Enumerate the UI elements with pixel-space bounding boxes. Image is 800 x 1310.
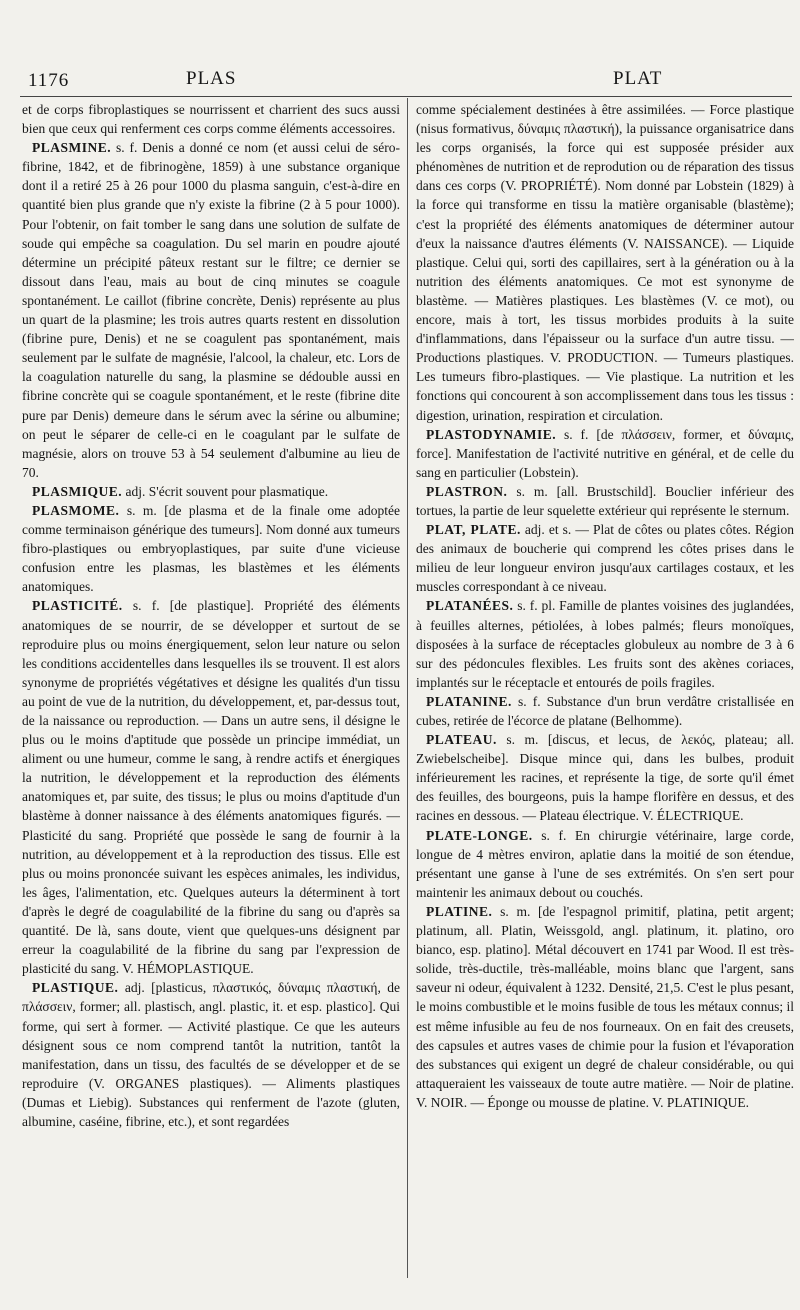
entry-text: s. f. En chirurgie vétérinaire, large corde, longue de 4 mètres environ, aplatie dans la moitié de son étendue, présentant une ganse à l'une de ses extrémités. On s'en sert pour maintenir les animaux debout ou couchés. bbox=[416, 827, 794, 900]
entry-continuation bbox=[416, 100, 794, 425]
entry-plasticite bbox=[22, 596, 400, 978]
headword: PLASTRON. bbox=[426, 483, 508, 499]
entry-text: s. f. [de plastique]. Propriété des éléments anatomiques de se nourrir, de se développer et surtout de se reproduire plus ou moins énergiquement, selon leur nature ou selon les conditions accidentelles dans lesquelles ils se trouvent. Il est alors synonyme de propriétés végétatives et désigne les qualités d'un tissu au point de vue de la nutrition, du développement, et, par-dessus tout, de la naissance ou reproduction. — Dans un autre sens, il désigne le plus ou le moins d'aptitude que possède un principe immédiat, un aliment ou une humeur, comme le sang, à rendre actifs et énergiques la nutrition, le développement et la reproduction des éléments anatomiques et, par suite, des tissus; le plus ou moins d'aptitude d'un blastème à donner naissance à des éléments anatomiques figurés. — Plasticité du sang. Propriété que possède le sang de fournir à la nutrition, au développement et à la reproduction des tissus. Elle est plus ou moins prononcée suivant les espèces animales, les individus, les âges, l'alimentation, etc. Quelques auteurs la déterminent à tort d'après le degré de coagulabilité de la fibrine du sang ou d'après sa quantité. De là, sans doute, vient que quelques-uns désignent par erreur la coagulabilité de la fibrine du sang par l'expression de plasticité du sang. V. HÉMOPLASTIQUE. bbox=[22, 598, 400, 977]
entry-plasmome bbox=[22, 501, 400, 596]
entry-plasmine bbox=[22, 138, 400, 482]
entry-text: s. m. [de l'espagnol primitif, platina, petit argent; platinum, all. Platin, Weissgold, angl. platinum, it. platino, oro bianco, esp. platino]. Métal découvert en 1741 par Wood. Il est très-solide, très-ductile, très-malléable, moins blanc que l'argent, sans saveur ni odeur, équivalent à 1232. Densité, 21,5. C'est le plus pesant, le moins combustible et le moins fusible de tous les métaux connus; il est même infusible au feu de nos fourneaux. On en fait des creusets, des capsules et autres vases de chimie pour la fusion et l'évaporation des substances qui exigent un degré de chaleur considérable, ou qui attaqueraient les vaisseaux de toute autre matière. — Noir de platine. V. NOIR. — Éponge ou mousse de platine. V. PLATINIQUE. bbox=[416, 903, 794, 1110]
header-rule bbox=[20, 96, 792, 97]
page-number: 1176 bbox=[28, 70, 70, 91]
headword: PLASTICITÉ. bbox=[32, 598, 123, 614]
entry-text: adj. et s. — Plat de côtes ou plates côtes. Région des animaux de boucherie qui comprend les côtes prises dans le milieu de leur longueur environ jusqu'aux cartilages costaux, et les muscles correspondant à ce niveau. bbox=[416, 522, 794, 595]
entry-text: s. m. [discus, et lecus, de λεκός, plateau; all. Zwiebelscheibe]. Disque mince qui, dans les bulbes, produit inférieurement les racines, et représente la tige, de sorte qu'il émet des feuilles, des bourgeons, puis la hampe florifère en dessus, et des racines en dessous. — Plateau électrique. V. ÉLECTRIQUE. bbox=[416, 732, 794, 824]
left-column bbox=[22, 100, 400, 1288]
entry-platine bbox=[416, 902, 794, 1112]
entry-text: adj. [plasticus, πλαστικός, δύναμις πλαστική, de πλάσσειν, former; all. plastisch, angl. plastic, it. et esp. plastico]. Qui forme, qui sert à former. — Activité plastique. Ce que les auteurs désignent sous ce nom comprend tantôt la nutrition, tantôt la manifestation, dans un tissu, des facultés de se développer et de se reproduire (V. ORGANES plastiques). — Aliments plastiques (Dumas et Liebig). Substances qui renferment de l'azote (gluten, albumine, caséine, fibrine, etc.), et sont regardées bbox=[22, 980, 400, 1129]
headword: PLASMIQUE. bbox=[32, 483, 123, 499]
entry-text: s. m. [de plasma et de la finale ome adoptée comme terminaison générique des tumeurs]. Nom donné aux tumeurs fibro-plastiques ou embryoplastiques, par suite d'une vicieuse confusion entre les plasmas, les blastèmes et les éléments anatomiques. bbox=[22, 502, 400, 595]
entry-text: et de corps fibroplastiques se nourrissent et charrient des sucs aussi bien que ceux qui renferment ces corps comme éléments accessoires. bbox=[22, 102, 400, 137]
entry-plastron bbox=[416, 482, 794, 520]
headword: PLATEAU. bbox=[426, 732, 497, 748]
headword: PLASTODYNAMIE. bbox=[426, 426, 557, 442]
headword: PLASMOME. bbox=[32, 502, 120, 518]
entry-text: comme spécialement destinées à être assimilées. — Force plastique (nisus formativus, δύναμις πλαστική), la puissance organisatrice dans les corps organisés, la force qui est supposée présider aux phénomènes de nutrition et de reprodution ou de réparation des tissus dans ces corps (V. PROPRIÉTÉ). Nom donné par Lobstein (1829) à la force qui transforme en tissu la matière organisable (blastème); c'est la propriété des éléments anatomiques de déterminer autour d'eux la naissance d'autres éléments (V. NAISSANCE). — Liquide plastique. Celui qui, sorti des capillaires, sert à la génération ou à la nutrition des éléments anatomiques. Ce mot est synonyme de blastème. — Matières plastiques. Les blastèmes (V. ce mot), ou encore, mais à tort, les tissus morbides produits à la suite d'inflammations, dans l'épaisseur ou la surface d'un autre tissu. — Productions plastiques. V. PRODUCTION. — Tumeurs plastiques. Les tumeurs fibro-plastiques. — Vie plastique. La nutrition et les fonctions qui concourent à son accomplissement dans tous les tissus : digestion, urination, respiration et circulation. bbox=[416, 102, 794, 423]
column-divider bbox=[407, 98, 408, 1278]
entry-plat bbox=[416, 520, 794, 596]
headword: PLATANINE. bbox=[426, 693, 512, 709]
headword: PLATE-LONGE. bbox=[426, 827, 533, 843]
headword: PLAT, PLATE. bbox=[426, 522, 521, 538]
headword: PLASMINE. bbox=[32, 140, 112, 156]
headword: PLASTIQUE. bbox=[32, 980, 119, 996]
entry-continuation bbox=[22, 100, 400, 138]
running-header bbox=[28, 62, 788, 96]
entry-platanees bbox=[416, 596, 794, 691]
entry-text: adj. S'écrit souvent pour plasmatique. bbox=[125, 483, 329, 499]
entry-plastodynamie bbox=[416, 425, 794, 482]
entry-plasmique bbox=[22, 482, 400, 501]
left-running-head: PLAS bbox=[186, 68, 237, 89]
headword: PLATANÉES. bbox=[426, 598, 514, 614]
entry-plateau bbox=[416, 730, 794, 825]
entry-text: s. f. Denis a donné ce nom (et aussi celui de séro-fibrine, 1842, et de fibrinogène, 1859) à une substance organique dont il a retiré 25 à 26 pour 1000 du plasma sanguin, c'est-à-dire en quantité bien plus grande que n'y existe la fibrine (2 à 5 pour 1000). Pour l'obtenir, on fait tomber le sang dans une solution de sulfate de soude qui empêche sa coagulation. Du sel marin en poudre ajouté détermine un précipité pâteux restant sur le filtre; ce dernier se dissout dans l'eau, mais au bout de cinq minutes se coagule spontanément. Le caillot (fibrine concrète, Denis) représente au plus un quart de la plasmine; les trois autres quarts restent en dissolution (fibrine pure, Denis) et ne se coagulent pas spontanément, mais seulement par le sulfate de magnésie, l'alcool, la chaleur, etc. Lors de la coagulation naturelle du sang, la plasmine se dédouble aussi en fibrine concrète qui se coagule spontanément, et le reste (fibrine dite pure par Denis) demeure dans le sérum avec la sérine ou albumine; on peut le séparer de celle-ci en le coagulant par le sulfate de magnésie, alors on trouve 53 à 54 seulement d'albumine au lieu de 70. bbox=[22, 140, 400, 480]
entry-text: s. f. Substance d'un brun verdâtre cristallisée en cubes, retirée de l'écorce de platane (Belhomme). bbox=[416, 693, 794, 728]
entry-plate-longe bbox=[416, 826, 794, 902]
right-running-head: PLAT bbox=[613, 68, 663, 89]
entry-platanine bbox=[416, 692, 794, 730]
entry-text: s. f. [de πλάσσειν, former, et δύναμις, force]. Manifestation de l'activité nutritive en général, et de celle du sang en particulier (Lobstein). bbox=[416, 426, 794, 480]
right-column bbox=[416, 100, 794, 1288]
entry-text: s. m. [all. Brustschild]. Bouclier inférieur des tortues, la partie de leur squelette extérieur qui représente le sternum. bbox=[416, 483, 794, 518]
entry-plastique bbox=[22, 978, 400, 1131]
headword: PLATINE. bbox=[426, 903, 493, 919]
entry-text: s. f. pl. Famille de plantes voisines des juglandées, à feuilles alternes, pétiolées, à lobes palmés; fleurs monoïques, disposées à la surface de réceptacles globuleux au nombre de 3 à 6 sur des pédoncules flexibles. Les fruits sont des akènes coriaces, implantés sur le réceptacle et entourés de poils fragiles. bbox=[416, 598, 794, 690]
